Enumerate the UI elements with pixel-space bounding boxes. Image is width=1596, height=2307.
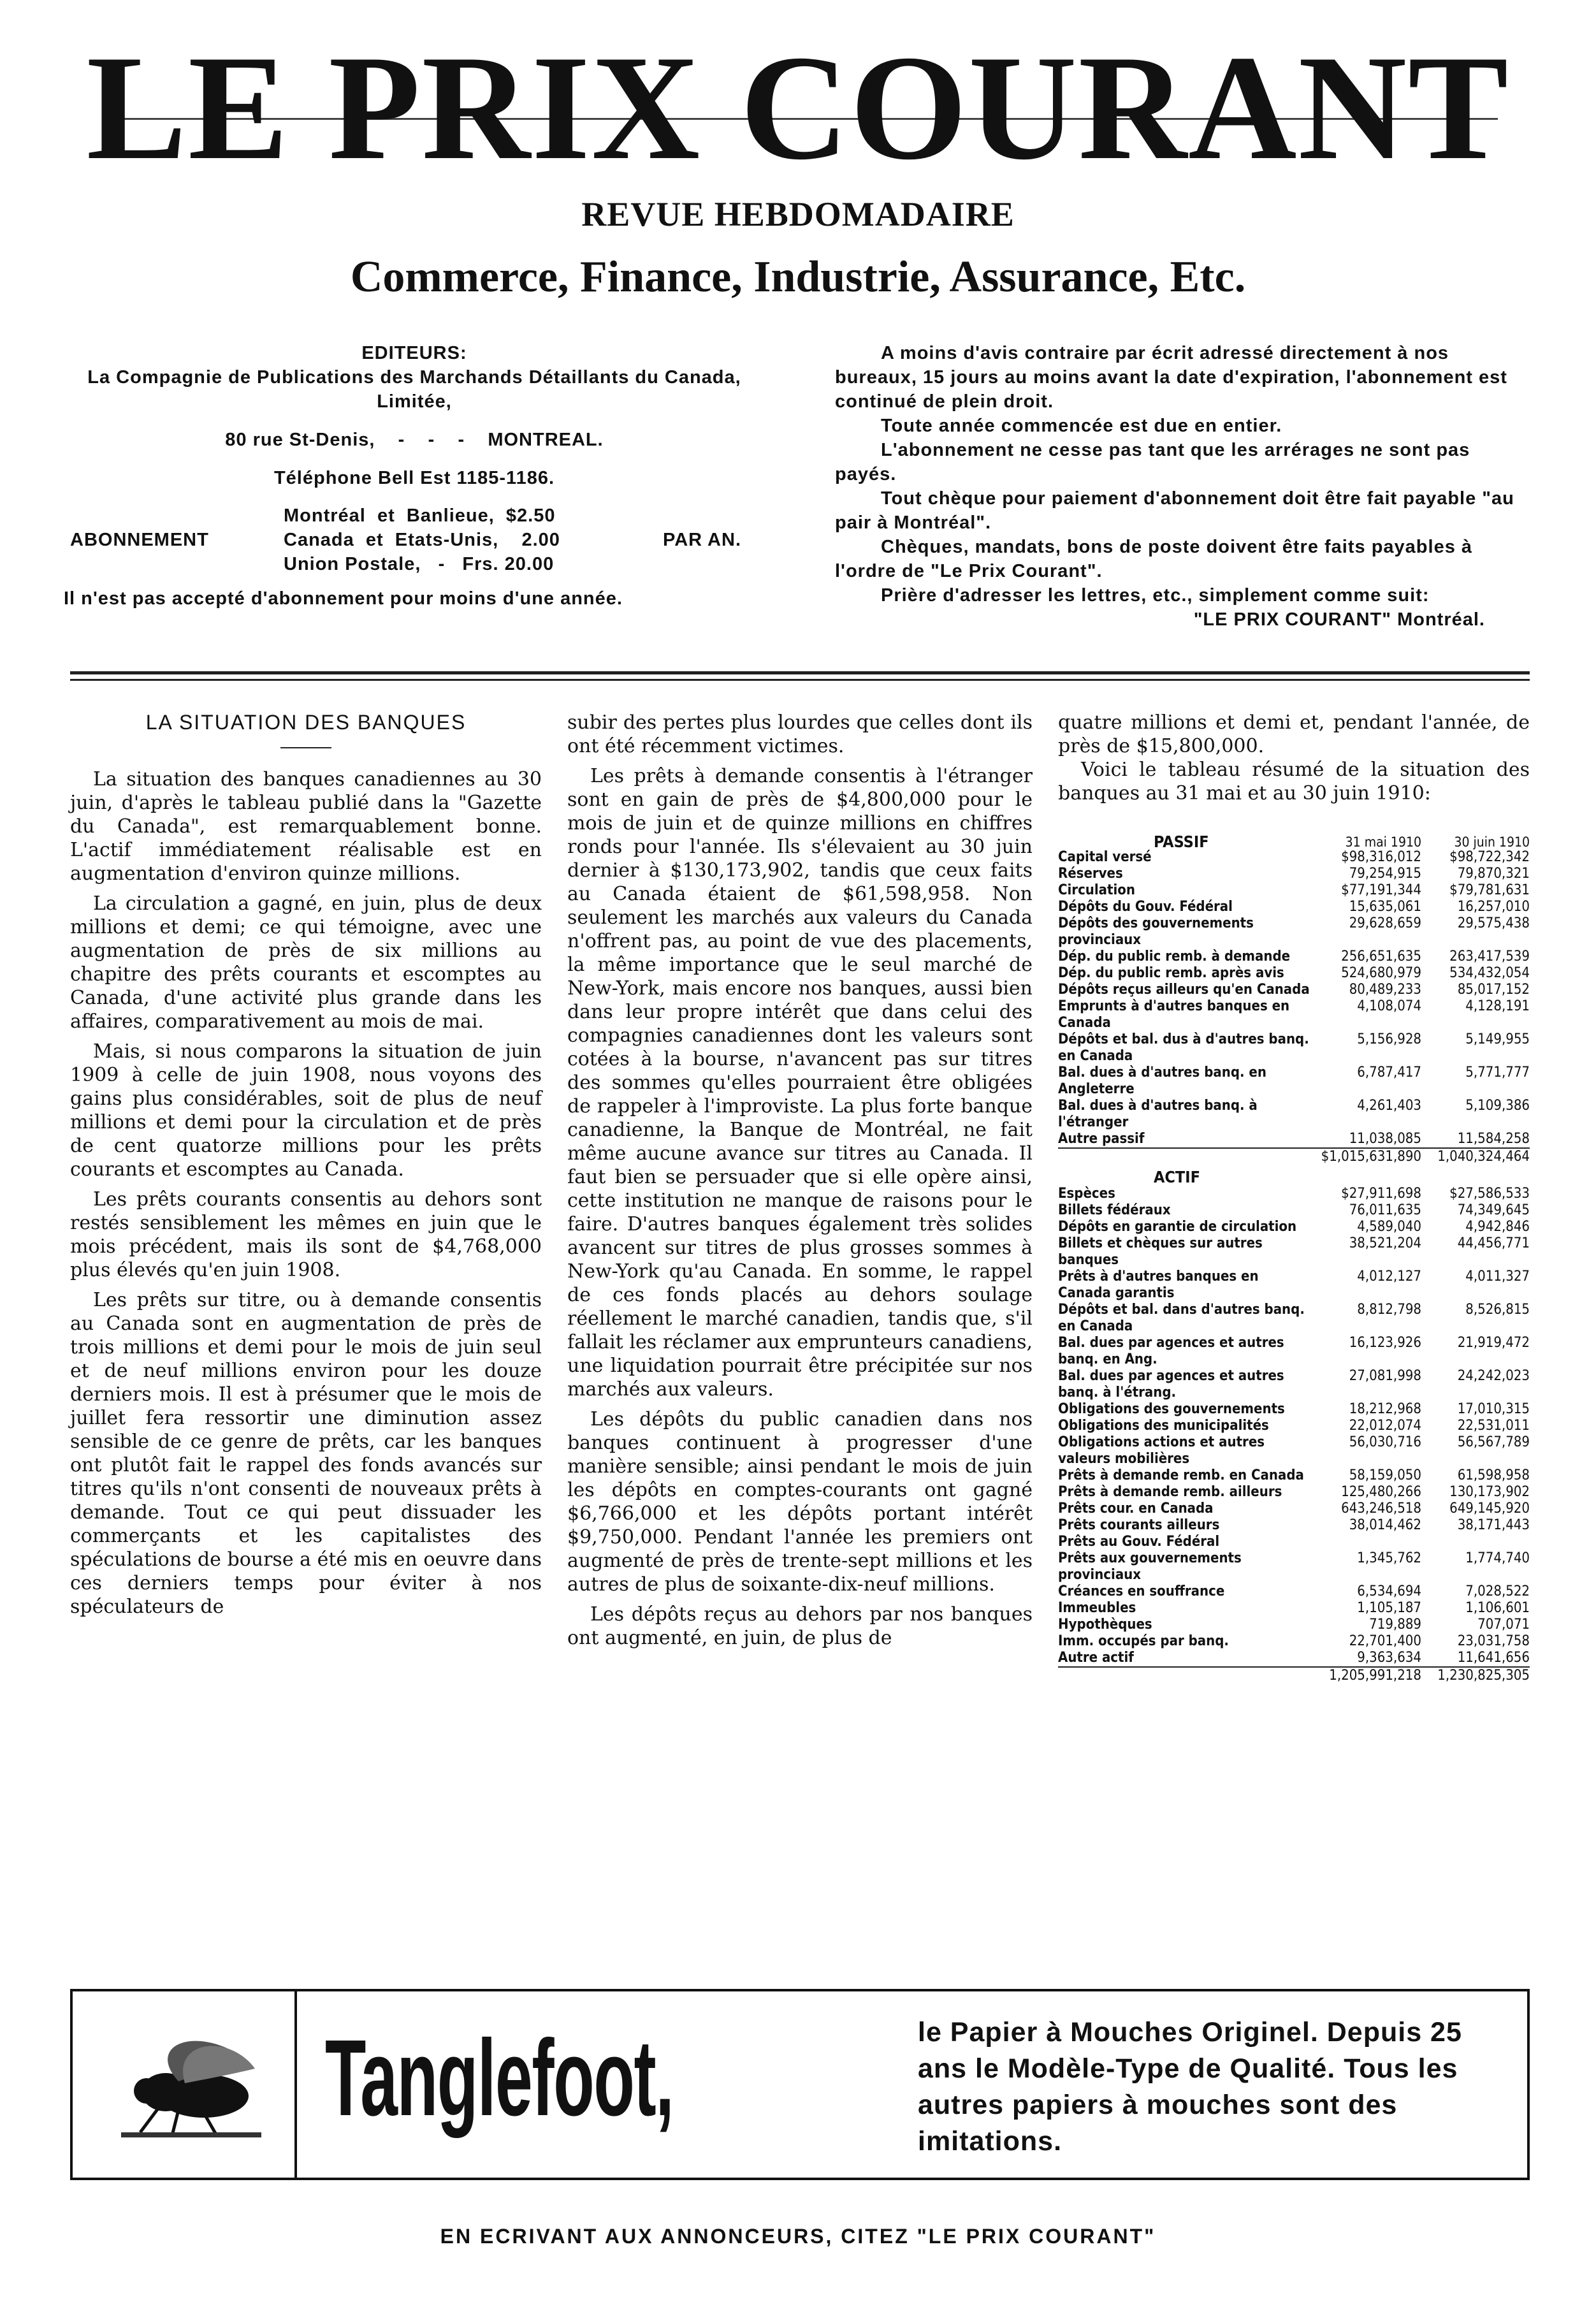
article-paragraph: quatre millions et demi et, pendant l'année, de près de $15,800,000. <box>1058 711 1530 757</box>
value-june: $27,586,533 <box>1449 1186 1530 1202</box>
row-label: Dépôts en garantie de circulation <box>1058 1219 1297 1235</box>
value-may: 4,261,403 <box>1357 1098 1421 1114</box>
notice-p1: A moins d'avis contraire par écrit adressé directement à nos bureaux, 15 jours au moins avant la date d'expiration, l'abonnement est continué de plein droit. <box>835 343 1507 412</box>
row-label: Dépôts du Gouv. Fédéral <box>1058 899 1233 915</box>
table-row <box>1058 1219 1530 1235</box>
value-may: 719,889 <box>1369 1617 1421 1633</box>
value-may: 58,159,050 <box>1349 1467 1421 1483</box>
ad-text: le Papier à Mouches Originel. Depuis 25 ans le Modèle-Type de Qualité. Tous les autres papiers à mouches sont des imitations. <box>918 2017 1462 2157</box>
table-row <box>1058 998 1530 1031</box>
table-row <box>1058 1202 1530 1219</box>
row-label: Bal. dues par agences et autres banq. à l'étrang. <box>1058 1368 1284 1401</box>
table-row <box>1058 1534 1530 1550</box>
actif-total-row <box>1058 1666 1530 1684</box>
row-label: Réserves <box>1058 866 1123 882</box>
header-divider-bottom <box>70 679 1530 681</box>
table-row <box>1058 1368 1530 1401</box>
value-may: 6,534,694 <box>1357 1583 1421 1599</box>
row-label: Billets fédéraux <box>1058 1202 1171 1218</box>
table-row <box>1058 1302 1530 1335</box>
article-paragraph: Les dépôts reçus au dehors par nos banques ont augmenté, en juin, de plus de <box>567 1603 1033 1649</box>
actif-total-june: 1,230,825,305 <box>1437 1668 1530 1684</box>
row-label: Dépôts et bal. dans d'autres banq. en Canada <box>1058 1302 1305 1334</box>
value-june <box>1421 1534 1530 1550</box>
value-may: 4,589,040 <box>1357 1219 1421 1235</box>
article-column-2 <box>567 711 1033 1656</box>
table-row <box>1058 1600 1530 1617</box>
value-may: 38,521,204 <box>1349 1235 1421 1251</box>
notice-block <box>835 341 1530 632</box>
row-label: Espèces <box>1058 1186 1115 1202</box>
table-row <box>1058 882 1530 899</box>
value-may: 6,787,417 <box>1357 1065 1421 1081</box>
value-may: 1,105,187 <box>1357 1600 1421 1616</box>
row-label: Immeubles <box>1058 1600 1136 1616</box>
value-may: 22,012,074 <box>1349 1418 1421 1434</box>
row-label: Obligations actions et autres valeurs mobilières <box>1058 1434 1265 1467</box>
table-row <box>1058 949 1530 965</box>
value-may: 56,030,716 <box>1349 1434 1421 1450</box>
table-row <box>1058 1517 1530 1534</box>
subscription-row: Canada et Etats-Unis, 2.00 <box>284 530 560 550</box>
subscription-per-year: PAR AN. <box>663 530 741 550</box>
row-label: Hypothèques <box>1058 1617 1152 1633</box>
article-paragraph: subir des pertes plus lourdes que celles dont ils ont été récemment victimes. <box>567 711 1033 757</box>
value-june: 79,870,321 <box>1457 866 1530 882</box>
row-label: Autre passif <box>1058 1131 1145 1147</box>
column-header-may: 31 mai 1910 <box>1345 834 1421 850</box>
table-row <box>1058 915 1530 949</box>
value-june: 4,128,191 <box>1465 998 1530 1014</box>
table-row <box>1058 965 1530 982</box>
value-may: 4,108,074 <box>1357 998 1421 1014</box>
value-june: 85,017,152 <box>1457 982 1530 998</box>
row-label: Prêts au Gouv. Fédéral <box>1058 1534 1220 1550</box>
table-row <box>1058 1550 1530 1583</box>
value-may: 1,345,762 <box>1357 1550 1421 1566</box>
value-june: 23,031,758 <box>1457 1633 1530 1649</box>
table-row <box>1058 1484 1530 1501</box>
article-paragraph: Voici le tableau résumé de la situation des banques au 31 mai et au 30 juin 1910: <box>1058 759 1530 804</box>
article-paragraph: Les prêts courants consentis au dehors sont restés sensiblement les mêmes en juin que le mois précédent, mais ils sont de $4,768,000 plus élevés qu'en juin 1908. <box>70 1188 542 1281</box>
notice-p5: Chèques, mandats, bons de poste doivent être faits payables à l'ordre de "Le Prix Courant". <box>835 537 1473 581</box>
row-label: Emprunts à d'autres banques en Canada <box>1058 998 1290 1031</box>
value-may: 643,246,518 <box>1341 1501 1421 1517</box>
value-may: $27,911,698 <box>1341 1186 1421 1202</box>
value-june: 1,106,601 <box>1465 1600 1530 1616</box>
value-june: 4,942,846 <box>1465 1219 1530 1235</box>
table-row <box>1058 1650 1530 1666</box>
value-june: 24,242,023 <box>1457 1368 1530 1384</box>
article-column-3 <box>1058 711 1530 811</box>
notice-p4: Tout chèque pour paiement d'abonnement doit être fait payable "au pair à Montréal". <box>835 488 1514 533</box>
value-may: 29,628,659 <box>1349 915 1421 931</box>
value-june: 130,173,902 <box>1449 1484 1530 1500</box>
table-row <box>1058 1583 1530 1600</box>
notice-p2: Toute année commencée est due en entier. <box>881 416 1282 436</box>
value-may: 11,038,085 <box>1349 1131 1421 1147</box>
row-label: Obligations des municipalités <box>1058 1418 1269 1434</box>
passif-total-may: $1,015,631,890 <box>1321 1149 1421 1165</box>
value-june: 5,149,955 <box>1465 1031 1530 1047</box>
ad-divider <box>294 1989 297 2180</box>
value-may: 125,480,266 <box>1341 1484 1421 1500</box>
row-label: Billets et chèques sur autres banques <box>1058 1235 1263 1268</box>
editors-address: 80 rue St-Denis, - - - MONTREAL. <box>225 430 604 450</box>
table-row <box>1058 1617 1530 1633</box>
value-june: 44,456,771 <box>1457 1235 1530 1251</box>
article-paragraph: Mais, si nous comparons la situation de juin 1909 à celle de juin 1908, nous voyons des gains plus considérables, soit de plus de neuf millions et demi pour la circulation et de près de cent quatorze millions pour les prêts courants et escomptes au Canada. <box>70 1040 542 1181</box>
subscription-rows <box>284 504 560 576</box>
table-row <box>1058 1401 1530 1418</box>
row-label: Obligations des gouvernements <box>1058 1401 1285 1417</box>
value-june: 56,567,789 <box>1457 1434 1530 1450</box>
actif-total-may: 1,205,991,218 <box>1329 1668 1421 1684</box>
footer-note: EN ECRIVANT AUX ANNONCEURS, CITEZ "LE PRIX COURANT" <box>440 2225 1156 2248</box>
passif-rows <box>1058 849 1530 1147</box>
table-row <box>1058 866 1530 882</box>
value-june: 1,774,740 <box>1465 1550 1530 1566</box>
row-label: Imm. occupés par banq. <box>1058 1633 1229 1649</box>
value-june: $98,722,342 <box>1449 849 1530 865</box>
article-heading: LA SITUATION DES BANQUES <box>145 711 467 734</box>
subscription-row: Union Postale, - Frs. 20.00 <box>284 554 555 574</box>
value-june: 22,531,011 <box>1457 1418 1530 1434</box>
value-june: 16,257,010 <box>1457 899 1530 915</box>
bank-situation-table <box>1058 835 1530 1684</box>
article-column-1 <box>70 711 542 1625</box>
table-row <box>1058 849 1530 866</box>
row-label: Bal. dues à d'autres banq. à l'étranger <box>1058 1098 1258 1130</box>
article-paragraph: La circulation a gagné, en juin, plus de deux millions et demi; ce qui témoigne, avec une augmentation de près de six millions au chapitre des prêts courants et escomptes au Canada, d'une activité plus grande dans les affaires, comparativement au mois de mai. <box>70 892 542 1033</box>
table-row <box>1058 1031 1530 1065</box>
value-may: 79,254,915 <box>1349 866 1421 882</box>
table-row <box>1058 1131 1530 1147</box>
table-row <box>1058 1418 1530 1434</box>
actif-heading: ACTIF <box>1154 1168 1200 1186</box>
notice-p3: L'abonnement ne cesse pas tant que les arrérages ne sont pas payés. <box>835 440 1470 484</box>
value-may: 80,489,233 <box>1349 982 1421 998</box>
editors-block <box>64 341 765 490</box>
value-may: 256,651,635 <box>1341 949 1421 964</box>
subscription-label: ABONNEMENT <box>70 530 209 550</box>
editors-company: La Compagnie de Publications des Marchands Détaillants du Canada, Limitée, <box>87 367 741 412</box>
masthead-tagline: Commerce, Finance, Industrie, Assurance, Etc. <box>350 252 1246 302</box>
value-may: 15,635,061 <box>1349 899 1421 915</box>
passif-total-june: 1,040,324,464 <box>1437 1149 1530 1165</box>
value-june: 649,145,920 <box>1449 1501 1530 1517</box>
row-label: Prêts à d'autres banques en Canada garantis <box>1058 1269 1259 1301</box>
row-label: Prêts courants ailleurs <box>1058 1517 1220 1533</box>
masthead-subtitle: REVUE HEBDOMADAIRE <box>581 195 1015 233</box>
masthead-title: LE PRIX COURANT <box>86 25 1510 191</box>
value-june: 5,109,386 <box>1465 1098 1530 1114</box>
row-label: Dépôts reçus ailleurs qu'en Canada <box>1058 982 1310 998</box>
value-may: 5,156,928 <box>1357 1031 1421 1047</box>
value-june: 8,526,815 <box>1465 1302 1530 1318</box>
value-may: 38,014,462 <box>1349 1517 1421 1533</box>
row-label: Dép. du public remb. après avis <box>1058 965 1284 981</box>
table-row <box>1058 1501 1530 1517</box>
article-paragraph: Les prêts à demande consentis à l'étranger sont en gain de près de $4,800,000 pour le mois de juin et de quinze millions en chiffres ronds pour l'année. Ils s'élevaient au 30 juin dernier à $130,173,902, tandis que ceux faits au Canada étaient de $61,598,958. Non seulement les marchés aux valeurs du Canada n'offrent pas, au point de vue des placements, la même importance que le seul marché de New-York, mais encore nos banques, aussi bien dans leur propre intérêt que dans celui des compagnies canadiennes dont les valeurs sont cotées à la bourse, n'avancent pas sur titres des sommes qu'elles pourraient être obligées de rappeler à l'improviste. La plus forte banque canadienne, la Banque de Montréal, ne fait même aucune avance sur titres au Canada. Il faut bien se persuader que si elle opère ainsi, cette institution ne manque de raisons pour le faire. D'autres banques également très solides avancent sur titres de plus grosses sommes à New-York qu'au Canada. En somme, le rappel de ces fonds placés au dehors soulage réellement le marché canadien, tandis que, s'il fallait les réclamer aux emprunteurs canadiens, une liquidation pourrait être précipitée sur nos marchés aux valeurs. <box>567 765 1033 1401</box>
row-label: Capital versé <box>1058 849 1152 865</box>
value-may: 4,012,127 <box>1357 1269 1421 1284</box>
value-may: 524,680,979 <box>1341 965 1421 981</box>
table-row <box>1058 1098 1530 1131</box>
passif-heading: PASSIF <box>1154 833 1209 851</box>
fly-icon <box>108 2021 268 2142</box>
editors-heading: EDITEURS: <box>361 343 467 363</box>
article-paragraph: La situation des banques canadiennes au 30 juin, d'après le tableau publié dans la "Gazette du Canada", est remarquablement bonne. L'actif immédiatement réalisable est en augmentation d'environ quinze millions. <box>70 768 542 885</box>
header-divider-top <box>70 671 1530 674</box>
column-header-june: 30 juin 1910 <box>1454 834 1530 850</box>
value-may: 8,812,798 <box>1357 1302 1421 1318</box>
value-june: 7,028,522 <box>1465 1583 1530 1599</box>
value-june: 263,417,539 <box>1449 949 1530 964</box>
row-label: Prêts à demande remb. ailleurs <box>1058 1484 1282 1500</box>
value-may: 76,011,635 <box>1349 1202 1421 1218</box>
table-row <box>1058 1065 1530 1098</box>
passif-total-row <box>1058 1147 1530 1165</box>
row-label: Prêts aux gouvernements provinciaux <box>1058 1550 1242 1583</box>
value-may: $77,191,344 <box>1341 882 1421 898</box>
value-june: 4,011,327 <box>1465 1269 1530 1284</box>
row-label: Créances en souffrance <box>1058 1583 1225 1599</box>
table-row <box>1058 1335 1530 1368</box>
table-row <box>1058 1186 1530 1202</box>
table-row <box>1058 1434 1530 1467</box>
value-june: $79,781,631 <box>1449 882 1530 898</box>
row-label: Bal. dues par agences et autres banq. en Ang. <box>1058 1335 1284 1367</box>
article-paragraph: Les dépôts du public canadien dans nos banques continuent à progresser d'une manière sensible; ainsi pendant le mois de juin les dépôts en comptes-courants ont gagné $6,766,000 et les dépôts portant intérêt $9,750,000. Pendant l'année les premiers ont augmenté de près de trente-sept millions et les autres de plus de soixante-dix-neuf millions. <box>567 1408 1033 1596</box>
article-paragraph: Les prêts sur titre, ou à demande consentis au Canada sont en augmentation de près de trois millions et demi pour le mois de juin seul et de neuf millions environ pour les douze derniers mois. Il est à présumer que le mois de juillet fera ressortir une diminution assez sensible de ce genre de prêts, car les banques ont plutôt fait le rappel des fonds avancés sur titres qu'ils n'ont consenti de nouveaux prêts à demande. Tout ce qui peut dissuader les commerçants et les capitalistes des spéculations de bourse a été mis en oeuvre dans ces derniers temps pour éviter à nos spéculateurs de <box>70 1289 542 1618</box>
row-label: Prêts à demande remb. en Canada <box>1058 1467 1304 1483</box>
row-label: Bal. dues à d'autres banq. en Angleterre <box>1058 1065 1266 1097</box>
row-label: Dépôts des gouvernements provinciaux <box>1058 915 1254 948</box>
value-june: 21,919,472 <box>1457 1335 1530 1351</box>
value-may: 27,081,998 <box>1349 1368 1421 1384</box>
table-row <box>1058 1269 1530 1302</box>
value-may: 9,363,634 <box>1357 1650 1421 1666</box>
notice-address: "LE PRIX COURANT" Montréal. <box>1193 609 1485 630</box>
row-label: Autre actif <box>1058 1650 1134 1666</box>
row-label: Prêts cour. en Canada <box>1058 1501 1214 1517</box>
ad-brand: Tanglefoot, <box>325 2018 674 2139</box>
article-heading-rule <box>280 747 331 748</box>
table-row <box>1058 982 1530 998</box>
value-may: $98,316,012 <box>1341 849 1421 865</box>
row-label: Dép. du public remb. à demande <box>1058 949 1291 964</box>
value-june: 5,771,777 <box>1465 1065 1530 1081</box>
value-may: 22,701,400 <box>1349 1633 1421 1649</box>
table-row <box>1058 899 1530 915</box>
value-june: 11,584,258 <box>1457 1131 1530 1147</box>
value-may: 16,123,926 <box>1349 1335 1421 1351</box>
subscription-row: Montréal et Banlieue, $2.50 <box>284 506 556 526</box>
value-june: 61,598,958 <box>1457 1467 1530 1483</box>
value-june: 707,071 <box>1477 1617 1530 1633</box>
value-june: 534,432,054 <box>1449 965 1530 981</box>
editors-phone: Téléphone Bell Est 1185-1186. <box>273 468 555 488</box>
row-label: Dépôts et bal. dus à d'autres banq. en Canada <box>1058 1031 1309 1064</box>
notice-p6: Prière d'adresser les lettres, etc., simplement comme suit: <box>881 585 1430 606</box>
value-june: 17,010,315 <box>1457 1401 1530 1417</box>
value-may <box>1313 1534 1421 1550</box>
no-short-subscription: Il n'est pas accepté d'abonnement pour moins d'une année. <box>64 588 623 609</box>
table-row <box>1058 1467 1530 1484</box>
row-label: Circulation <box>1058 882 1135 898</box>
value-may: 18,212,968 <box>1349 1401 1421 1417</box>
value-june: 29,575,438 <box>1457 915 1530 931</box>
table-row <box>1058 1235 1530 1269</box>
value-june: 11,641,656 <box>1457 1650 1530 1666</box>
value-june: 38,171,443 <box>1457 1517 1530 1533</box>
table-row <box>1058 1633 1530 1650</box>
actif-rows <box>1058 1186 1530 1666</box>
value-june: 74,349,645 <box>1457 1202 1530 1218</box>
